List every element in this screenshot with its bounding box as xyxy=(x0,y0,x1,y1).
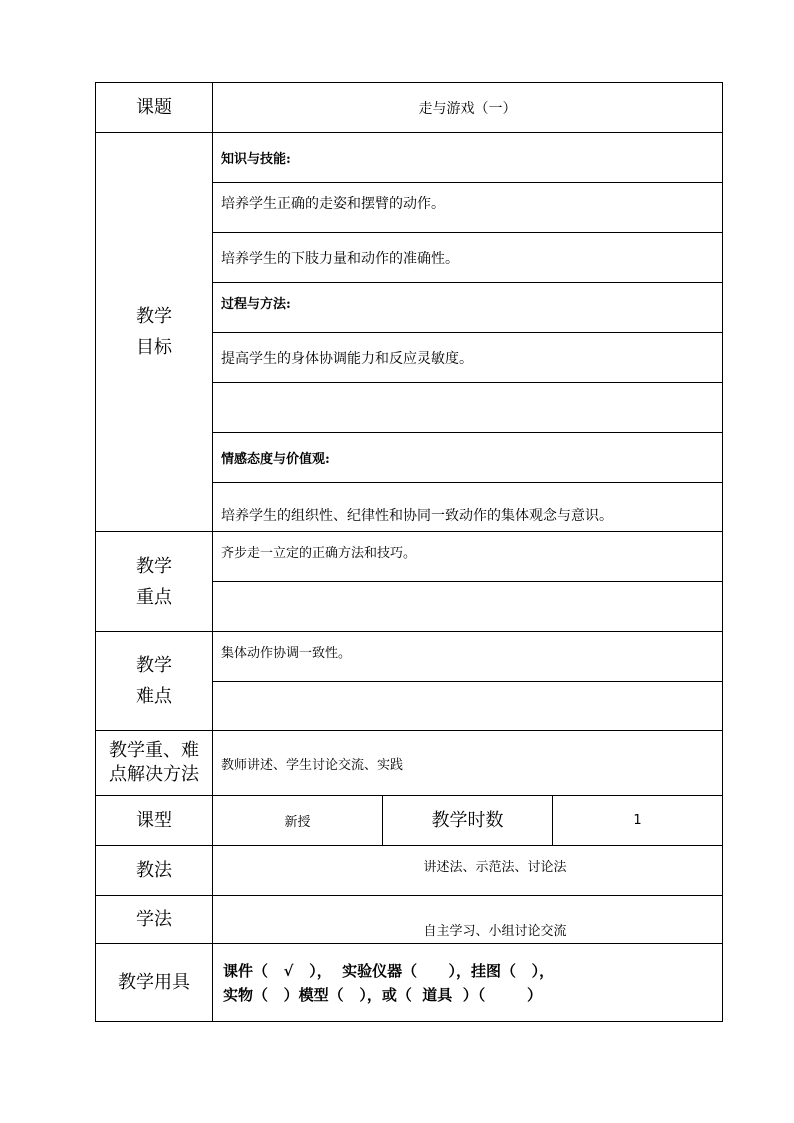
topic-label: 课题 xyxy=(96,83,213,133)
teaching-method-row xyxy=(96,846,723,896)
teaching-hours-label: 教学时数 xyxy=(383,796,553,846)
learning-method-value: 自主学习、小组讨论交流 xyxy=(213,896,723,944)
teaching-hours-value: 1 xyxy=(553,796,723,846)
topic-row xyxy=(96,83,723,133)
key-points-text: 齐步走一立定的正确方法和技巧。 xyxy=(213,532,723,582)
key-points-label-line1: 教学 xyxy=(136,555,172,577)
objective-heading: 知识与技能: xyxy=(213,133,723,183)
key-points-label-line2: 重点 xyxy=(136,586,172,608)
objective-item: 培养学生的组织性、纪律性和协同一致动作的集体观念与意识。 xyxy=(213,483,723,532)
difficulties-label-line1: 教学 xyxy=(136,655,172,676)
teaching-tools-label: 教学用具 xyxy=(96,944,213,1022)
objective-item-empty xyxy=(213,383,723,433)
teaching-method-value: 讲述法、示范法、讨论法 xyxy=(213,846,723,896)
objective-heading: 过程与方法: xyxy=(213,283,723,333)
objective-item: 提高学生的身体协调能力和反应灵敏度。 xyxy=(213,333,723,383)
solution-label xyxy=(96,731,213,796)
objective-item: 培养学生的下肢力量和动作的准确性。 xyxy=(213,233,723,283)
objectives-label xyxy=(96,133,213,532)
objectives-label-line1: 教学 xyxy=(136,306,172,327)
difficulties-text: 集体动作协调一致性。 xyxy=(213,632,723,682)
difficulties-empty xyxy=(213,682,723,731)
solution-label-line1: 教学重、难 xyxy=(109,740,199,761)
difficulties-row xyxy=(96,632,723,682)
solution-label-line2: 点解决方法 xyxy=(109,764,199,785)
teaching-method-label: 教法 xyxy=(96,846,213,896)
difficulties-label xyxy=(96,632,213,731)
lesson-type-value: 新授 xyxy=(213,796,383,846)
lesson-plan-table xyxy=(95,82,723,1022)
topic-value: 走与游戏（一） xyxy=(213,83,723,133)
lesson-type-label: 课型 xyxy=(96,796,213,846)
objectives-row xyxy=(96,133,723,183)
objective-item: 培养学生正确的走姿和摆臂的动作。 xyxy=(213,183,723,233)
objectives-label-line2: 目标 xyxy=(136,337,172,358)
teaching-tools-value xyxy=(213,944,723,1022)
key-points-empty xyxy=(213,582,723,632)
objective-heading: 情感态度与价值观: xyxy=(213,433,723,483)
teaching-tools-row xyxy=(96,944,723,1022)
solution-text: 教师讲述、学生讨论交流、实践 xyxy=(213,731,723,796)
key-points-row xyxy=(96,532,723,582)
solution-row xyxy=(96,731,723,796)
learning-method-label: 学法 xyxy=(96,896,213,944)
teaching-tools-line1: 课件（ √ ）， 实验仪器（ ），挂图（ ）， xyxy=(223,961,555,980)
key-points-label xyxy=(96,532,213,632)
learning-method-row xyxy=(96,896,723,944)
lesson-type-row xyxy=(96,796,723,846)
difficulties-label-line2: 难点 xyxy=(136,686,172,707)
teaching-tools-line2: 实物（ ）模型（ ），或（ 道具 ）（ ） xyxy=(223,985,543,1004)
